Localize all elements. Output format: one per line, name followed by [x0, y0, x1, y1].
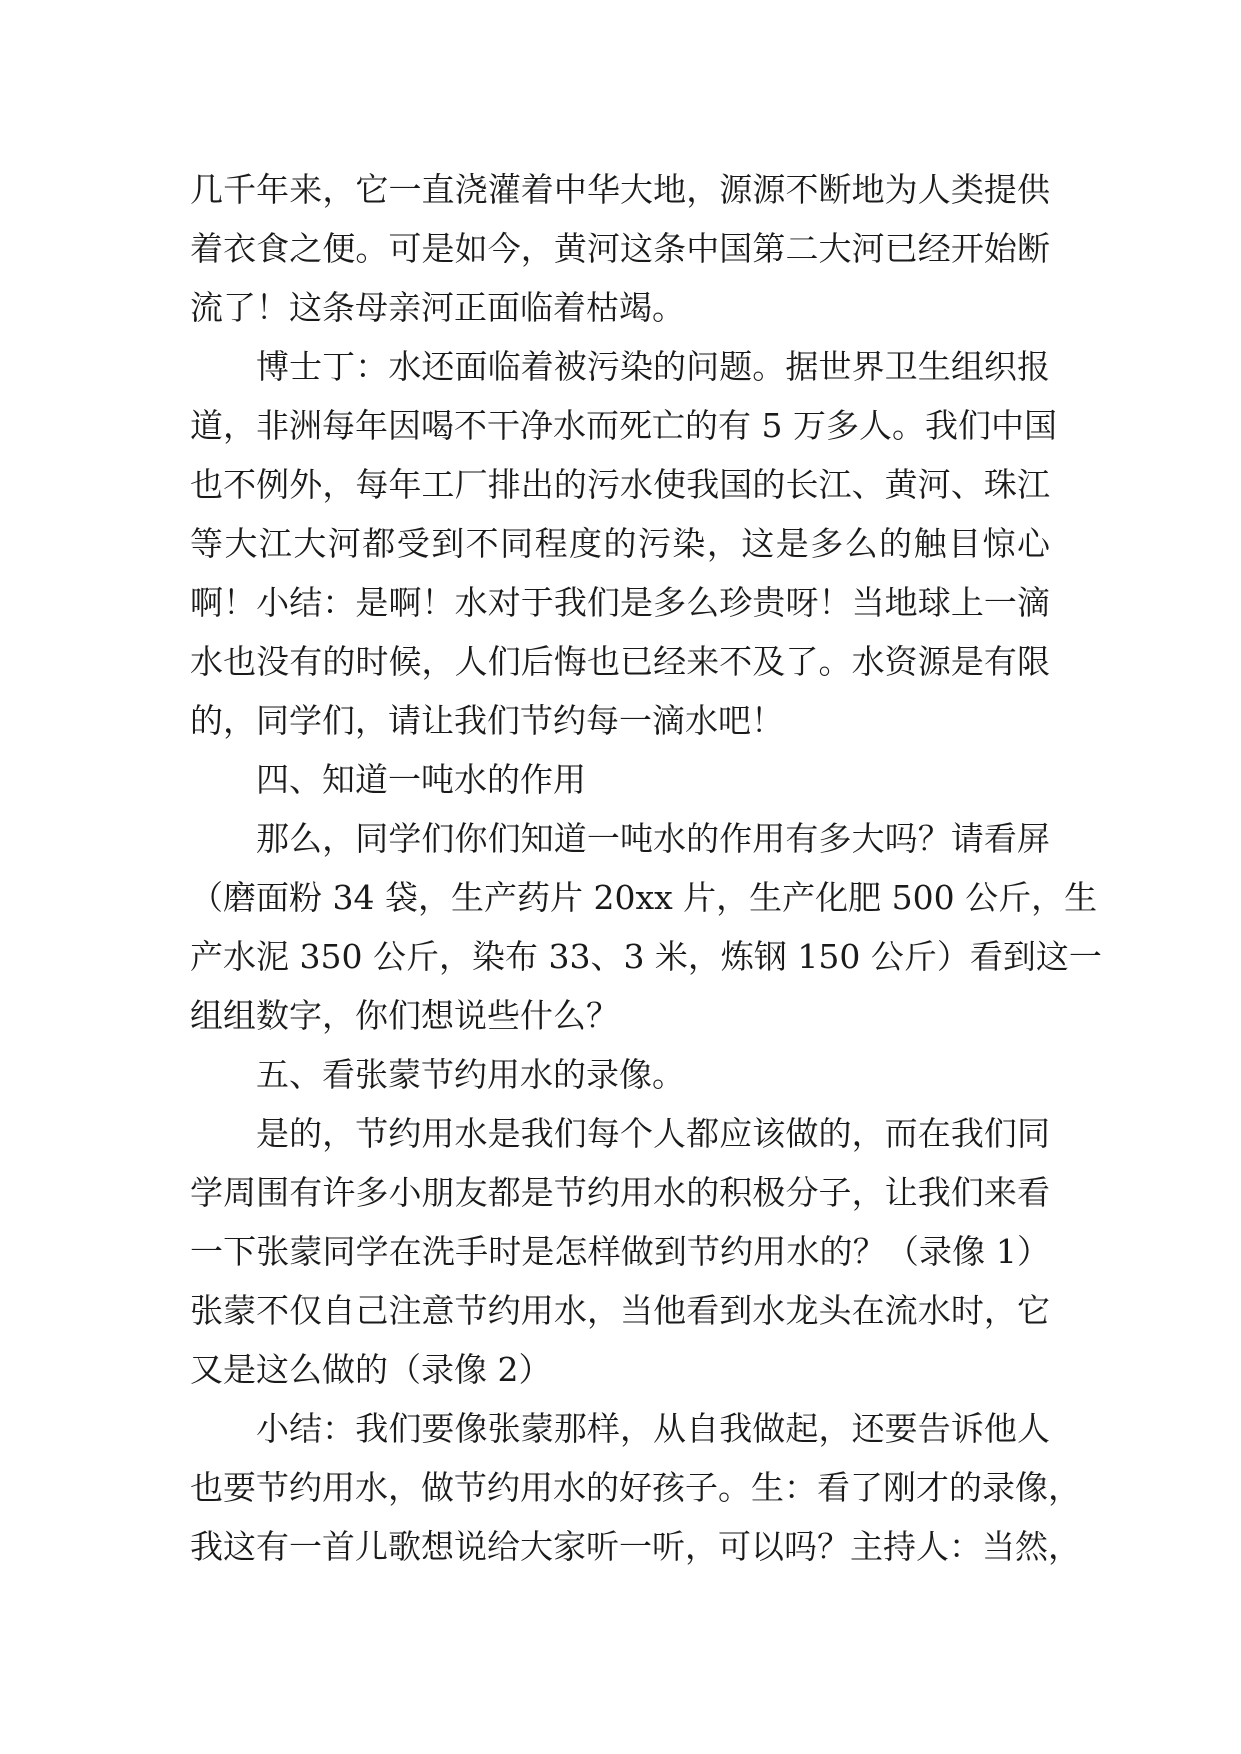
text-line: 水也没有的时候，人们后悔也已经来不及了。水资源是有限	[190, 642, 1050, 681]
text-line: 也不例外，每年工厂排出的污水使我国的长江、黄河、珠江	[190, 465, 1050, 504]
text-line: 几千年来，它一直浇灌着中华大地，源源不断地为人类提供	[190, 170, 1050, 209]
text-line: 产水泥 350 公斤，染布 33、3 米，炼钢 150 公斤）看到这一	[190, 937, 1102, 976]
text-line: 组组数字，你们想说些什么？	[190, 996, 619, 1035]
text-line: 啊！小结：是啊！水对于我们是多么珍贵呀！当地球上一滴	[190, 583, 1050, 622]
section-heading: 四、知道一吨水的作用	[256, 760, 586, 799]
text-line: 的，同学们，请让我们节约每一滴水吧！	[190, 701, 784, 740]
text-line: 流了！这条母亲河正面临着枯竭。	[190, 288, 685, 327]
text-line: 小结：我们要像张蒙那样，从自我做起，还要告诉他人	[256, 1409, 1050, 1448]
text-line: 也要节约用水，做节约用水的好孩子。生：看了刚才的录像，	[190, 1468, 1081, 1507]
text-line: （磨面粉 34 袋，生产药片 20xx 片，生产化肥 500 公斤，生	[190, 878, 1098, 917]
text-line: 一下张蒙同学在洗手时是怎样做到节约用水的？（录像 1）	[190, 1232, 1050, 1271]
text-line: 是的，节约用水是我们每个人都应该做的，而在我们同	[256, 1114, 1050, 1153]
text-line: 我这有一首儿歌想说给大家听一听，可以吗？主持人：当然，	[190, 1527, 1081, 1566]
text-line: 等大江大河都受到不同程度的污染，这是多么的触目惊心	[190, 524, 1050, 563]
text-line: 道，非洲每年因喝不干净水而死亡的有 5 万多人。我们中国	[190, 406, 1057, 445]
text-line: 又是这么做的（录像 2）	[190, 1350, 552, 1389]
document-body	[190, 160, 1102, 1576]
text-line: 张蒙不仅自己注意节约用水，当他看到水龙头在流水时，它	[190, 1291, 1050, 1330]
text-line: 博士丁：水还面临着被污染的问题。据世界卫生组织报	[256, 347, 1050, 386]
text-line: 学周围有许多小朋友都是节约用水的积极分子，让我们来看	[190, 1173, 1050, 1212]
section-heading: 五、看张蒙节约用水的录像。	[256, 1055, 685, 1094]
text-line: 那么，同学们你们知道一吨水的作用有多大吗？请看屏	[256, 819, 1050, 858]
text-line: 着衣食之便。可是如今，黄河这条中国第二大河已经开始断	[190, 229, 1050, 268]
